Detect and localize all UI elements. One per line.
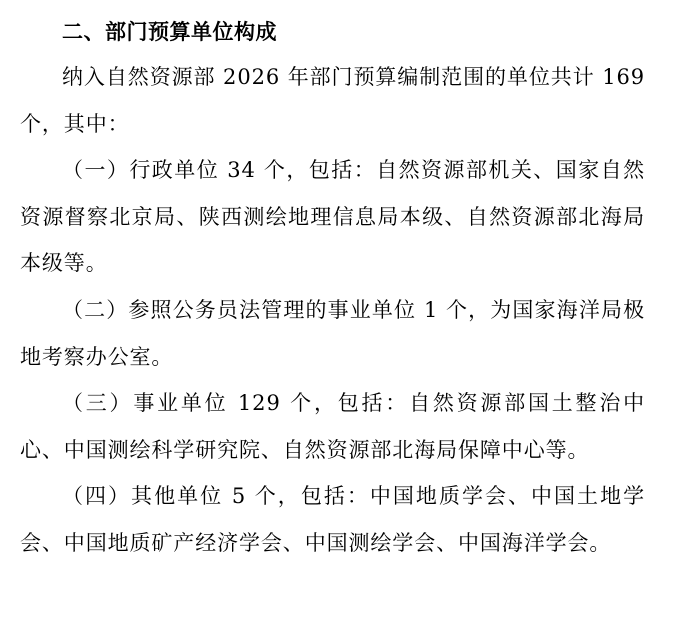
intro-paragraph: 纳入自然资源部 2026 年部门预算编制范围的单位共计 169 个，其中：: [20, 65, 645, 136]
admin-units-paragraph: （一）行政单位 34 个，包括：自然资源部机关、国家自然资源督察北京局、陕西测绘地理信息局本级、自然资源部北海局本级等。: [20, 158, 645, 276]
section-heading: 二、部门预算单位构成: [62, 20, 277, 44]
document-page: [20, 10, 645, 567]
public-institutions-paragraph: （三）事业单位 129 个，包括：自然资源部国土整治中心、中国测绘科学研究院、自然资源部北海局保障中心等。: [20, 391, 645, 462]
other-units-paragraph: （四）其他单位 5 个，包括：中国地质学会、中国土地学会、中国地质矿产经济学会、中国测绘学会、中国海洋学会。: [20, 484, 645, 555]
civil-service-units-paragraph: （二）参照公务员法管理的事业单位 1 个，为国家海洋局极地考察办公室。: [20, 297, 645, 369]
